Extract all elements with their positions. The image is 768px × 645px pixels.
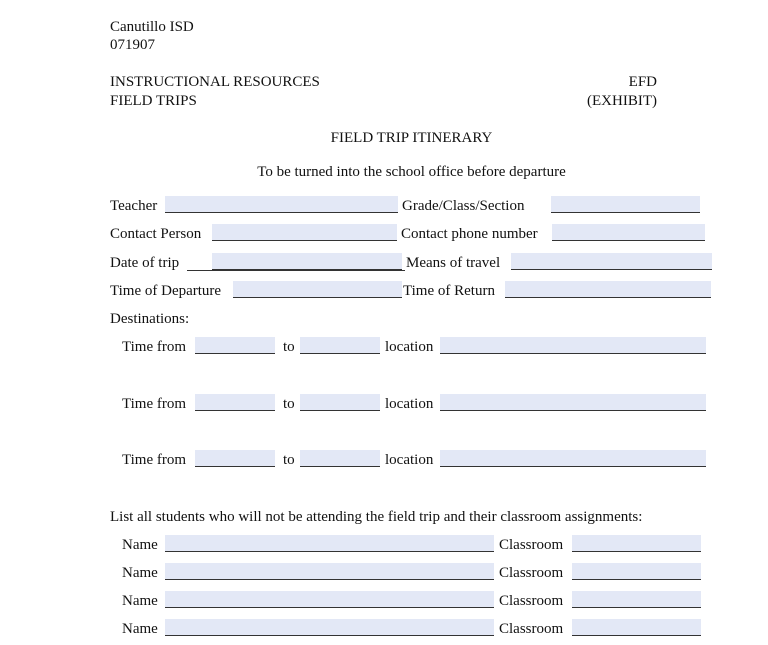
student-name-field[interactable] xyxy=(165,563,494,580)
district-name: Canutillo ISD xyxy=(110,19,194,35)
time-from-label: Time from xyxy=(122,339,187,355)
departure-label: Time of Departure xyxy=(110,283,222,299)
to-label: to xyxy=(283,396,295,412)
student-name-field[interactable] xyxy=(165,591,494,608)
form-instruction: To be turned into the school office before departure xyxy=(257,164,566,180)
contact-phone-label: Contact phone number xyxy=(401,226,538,242)
policy-subsection: FIELD TRIPS xyxy=(110,93,197,109)
time-to-field[interactable] xyxy=(300,394,380,411)
classroom-label: Classroom xyxy=(499,593,564,609)
location-label: location xyxy=(385,396,434,412)
classroom-field[interactable] xyxy=(572,535,701,552)
location-field[interactable] xyxy=(440,450,706,467)
time-to-field[interactable] xyxy=(300,337,380,354)
contact-person-field[interactable] xyxy=(212,224,397,241)
to-label: to xyxy=(283,452,295,468)
location-label: location xyxy=(385,339,434,355)
student-name-label: Name xyxy=(122,593,158,609)
return-field[interactable] xyxy=(505,281,711,298)
classroom-field[interactable] xyxy=(572,619,701,636)
contact-person-label: Contact Person xyxy=(110,226,202,242)
date-label: Date of trip xyxy=(110,255,180,271)
teacher-field[interactable] xyxy=(165,196,398,213)
location-field[interactable] xyxy=(440,337,706,354)
contact-phone-field[interactable] xyxy=(552,224,705,241)
time-from-field[interactable] xyxy=(195,450,275,467)
date-field[interactable] xyxy=(212,253,402,270)
student-name-label: Name xyxy=(122,621,158,637)
policy-code: EFD xyxy=(628,74,657,90)
location-field[interactable] xyxy=(440,394,706,411)
classroom-label: Classroom xyxy=(499,565,564,581)
teacher-label: Teacher xyxy=(110,198,158,214)
policy-code-note: (EXHIBIT) xyxy=(587,93,657,109)
classroom-field[interactable] xyxy=(572,563,701,580)
student-name-label: Name xyxy=(122,565,158,581)
grade-field[interactable] xyxy=(551,196,700,213)
student-name-label: Name xyxy=(122,537,158,553)
means-label: Means of travel xyxy=(406,255,501,271)
departure-field[interactable] xyxy=(233,281,402,298)
time-to-field[interactable] xyxy=(300,450,380,467)
classroom-field[interactable] xyxy=(572,591,701,608)
policy-section: INSTRUCTIONAL RESOURCES xyxy=(110,74,320,90)
return-label: Time of Return xyxy=(403,283,495,299)
time-from-field[interactable] xyxy=(195,394,275,411)
means-field[interactable] xyxy=(511,253,712,270)
student-name-field[interactable] xyxy=(165,535,494,552)
location-label: location xyxy=(385,452,434,468)
to-label: to xyxy=(283,339,295,355)
time-from-field[interactable] xyxy=(195,337,275,354)
date-underline xyxy=(187,270,405,271)
time-from-label: Time from xyxy=(122,452,187,468)
grade-label: Grade/Class/Section xyxy=(402,198,525,214)
district-code: 071907 xyxy=(110,37,155,53)
time-from-label: Time from xyxy=(122,396,187,412)
student-name-field[interactable] xyxy=(165,619,494,636)
form-title: FIELD TRIP ITINERARY xyxy=(330,130,493,146)
classroom-label: Classroom xyxy=(499,621,564,637)
destinations-label: Destinations: xyxy=(110,311,190,327)
students-heading: List all students who will not be attending the field trip and their classroom assignments: xyxy=(110,509,643,525)
classroom-label: Classroom xyxy=(499,537,564,553)
